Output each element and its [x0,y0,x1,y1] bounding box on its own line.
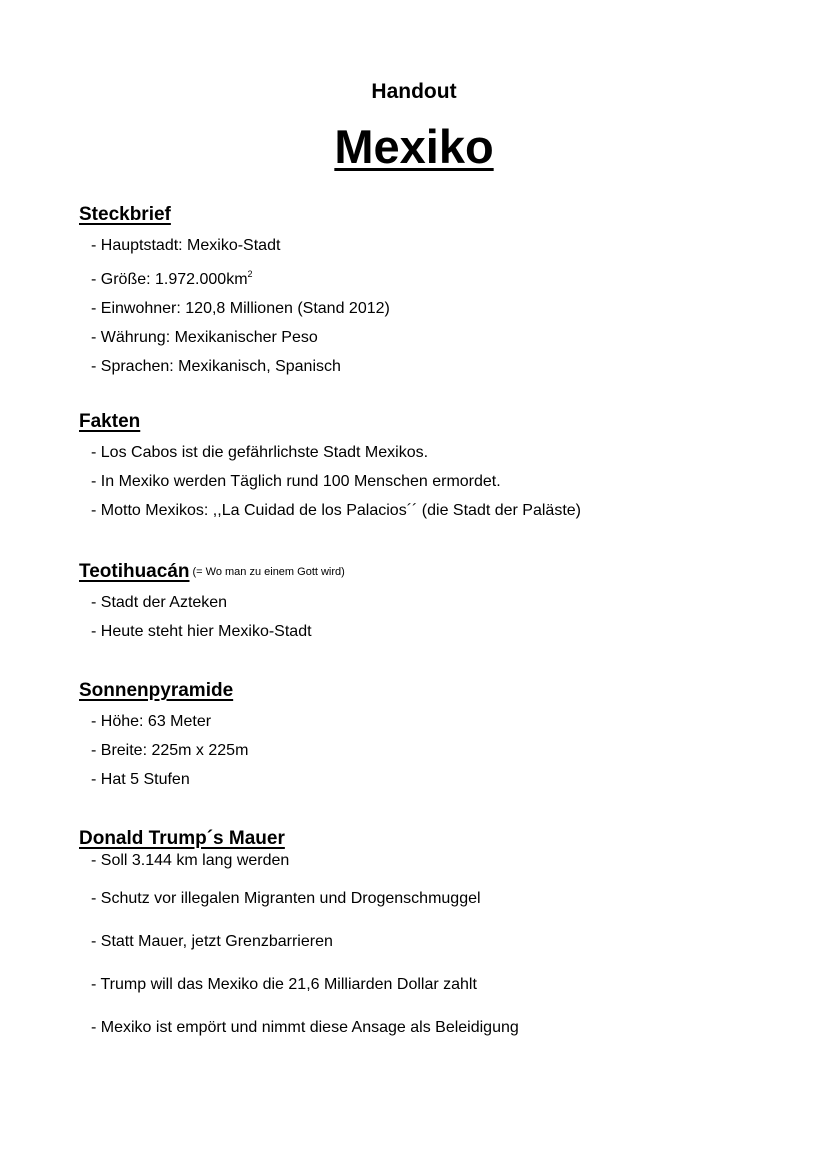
list-item: - Soll 3.144 km lang werden [91,852,290,869]
section-heading [79,203,799,227]
list-item: - In Mexiko werden Täglich rund 100 Menschen ermordet. [91,473,501,490]
section-sonnenpyramide [79,679,799,794]
section-heading [79,827,799,851]
list-item: - Statt Mauer, jetzt Grenzbarrieren [91,933,333,950]
page-title-text: Mexiko [334,120,494,173]
heading-text-teotihuacan: Teotihuacán [79,561,190,582]
section-fakten [79,410,799,525]
list-item-text: - Größe: 1.972.000km [91,271,248,288]
list-item: - Schutz vor illegalen Migranten und Drogenschmuggel [91,890,481,907]
list-item: - Heute steht hier Mexiko-Stadt [91,623,312,640]
heading-text-fakten: Fakten [79,411,141,432]
list-item: - Sprachen: Mexikanisch, Spanisch [91,358,341,375]
area-superscript: 2 [247,269,253,279]
section-teotihuacan [79,560,799,646]
list-item: - Breite: 225m x 225m [91,742,249,759]
list-item: - Stadt der Azteken [91,594,228,611]
list-item: - Trump will das Mexiko die 21,6 Milliarden Dollar zahlt [91,976,477,993]
heading-text-sonnenpyramide: Sonnenpyramide [79,680,234,701]
fact-list-fakten [79,438,799,525]
heading-note: (= Wo man zu einem Gott wird) [192,566,345,578]
section-steckbrief [79,203,799,381]
page-title [0,118,828,176]
list-item: - Hat 5 Stufen [91,771,190,788]
list-item: - Hauptstadt: Mexiko-Stadt [91,237,281,254]
fact-list-steckbrief [79,231,799,381]
section-mauer [79,827,799,1049]
fact-list-teotihuacan [79,588,799,646]
section-heading [79,679,799,703]
list-item: - Los Cabos ist die gefährlichste Stadt Mexikos. [91,444,429,461]
handout-label: Handout [371,80,457,103]
fact-list-sonnenpyramide [79,707,799,794]
section-heading [79,410,799,434]
list-item: - Währung: Mexikanischer Peso [91,329,318,346]
list-item [91,260,799,294]
list-item: - Höhe: 63 Meter [91,713,212,730]
fact-list-mauer [79,851,799,1049]
heading-text-mauer: Donald Trump´s Mauer [79,828,285,849]
list-item: - Einwohner: 120,8 Millionen (Stand 2012) [91,300,390,317]
heading-text-steckbrief: Steckbrief [79,204,171,225]
section-heading [79,560,799,584]
list-item: - Motto Mexikos: ,,La Cuidad de los Palacios´´ (die Stadt der Paläste) [91,502,581,519]
list-item: - Mexiko ist empört und nimmt diese Ansage als Beleidigung [91,1019,519,1036]
